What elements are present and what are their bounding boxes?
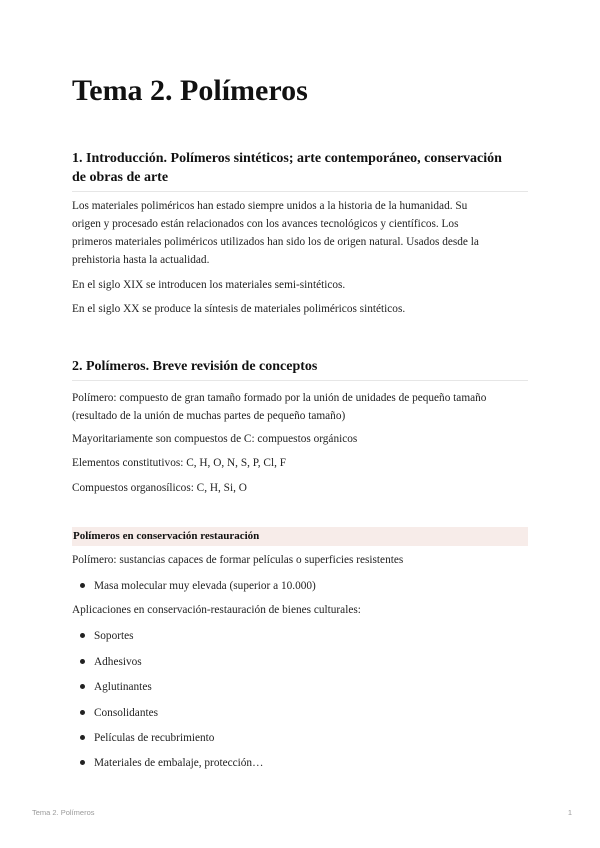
callout-paragraph-2: Aplicaciones en conservación-restauración de bienes culturales:: [72, 604, 361, 616]
callout-heading: Polímeros en conservación restauración: [72, 527, 528, 546]
footer-title: Tema 2. Polímeros: [32, 808, 95, 817]
section-1-paragraph-3: En el siglo XX se produce la síntesis de materiales poliméricos sintéticos.: [72, 303, 406, 315]
list-item: Adhesivos: [80, 653, 520, 671]
page-title: Tema 2. Polímeros: [72, 74, 308, 107]
page-number: 1: [567, 808, 572, 817]
text-line: Los materiales poliméricos han estado siempre unidos a la historia de la humanidad. Su: [72, 200, 468, 212]
section-2-heading: 2. Polímeros. Breve revisión de conceptos: [72, 357, 528, 381]
text-line: Polímero: compuesto de gran tamaño formado por la unión de unidades de pequeño tamaño: [72, 392, 487, 404]
list-item: Películas de recubrimiento: [80, 729, 520, 747]
bullet-icon: [80, 684, 85, 689]
list-item: Masa molecular muy elevada (superior a 10.000): [80, 577, 520, 595]
section-2-paragraph-3: Elementos constitutivos: C, H, O, N, S, P, Cl, F: [72, 457, 287, 469]
section-1-heading: [72, 149, 528, 192]
bullet-icon: [80, 659, 85, 664]
list-item: Soportes: [80, 627, 520, 645]
text-line: (resultado de la unión de muchas partes de pequeño tamaño): [72, 410, 346, 422]
page-footer: [32, 808, 572, 817]
section-2-paragraph-4: Compuestos organosílicos: C, H, Si, O: [72, 482, 247, 494]
section-2-paragraph-2: Mayoritariamente son compuestos de C: compuestos orgánicos: [72, 433, 358, 445]
section-1-paragraph-2: En el siglo XIX se introducen los materiales semi-sintéticos.: [72, 279, 346, 291]
section-1-paragraph-1: [72, 197, 528, 269]
bullet-icon: [80, 760, 85, 765]
bullet-icon: [80, 583, 85, 588]
callout-paragraph-1: Polímero: sustancias capaces de formar películas o superficies resistentes: [72, 554, 404, 566]
section-2-paragraph-1: [72, 389, 528, 425]
bullet-icon: [80, 735, 85, 740]
bullet-icon: [80, 710, 85, 715]
section-1-heading-line-1: 1. Introducción. Polímeros sintéticos; arte contemporáneo, conservación: [72, 151, 502, 166]
text-line: primeros materiales poliméricos utilizados han sido los de origen natural. Usados desde la: [72, 236, 479, 248]
section-1-heading-line-2: de obras de arte: [72, 170, 169, 185]
text-line: prehistoria hasta la actualidad.: [72, 254, 210, 266]
list-item: Consolidantes: [80, 704, 520, 722]
list-item: Materiales de embalaje, protección…: [80, 754, 520, 772]
bullet-icon: [80, 633, 85, 638]
text-line: origen y procesado están relacionados con los avances tecnológicos y científicos. Los: [72, 218, 459, 230]
list-item: Aglutinantes: [80, 678, 520, 696]
